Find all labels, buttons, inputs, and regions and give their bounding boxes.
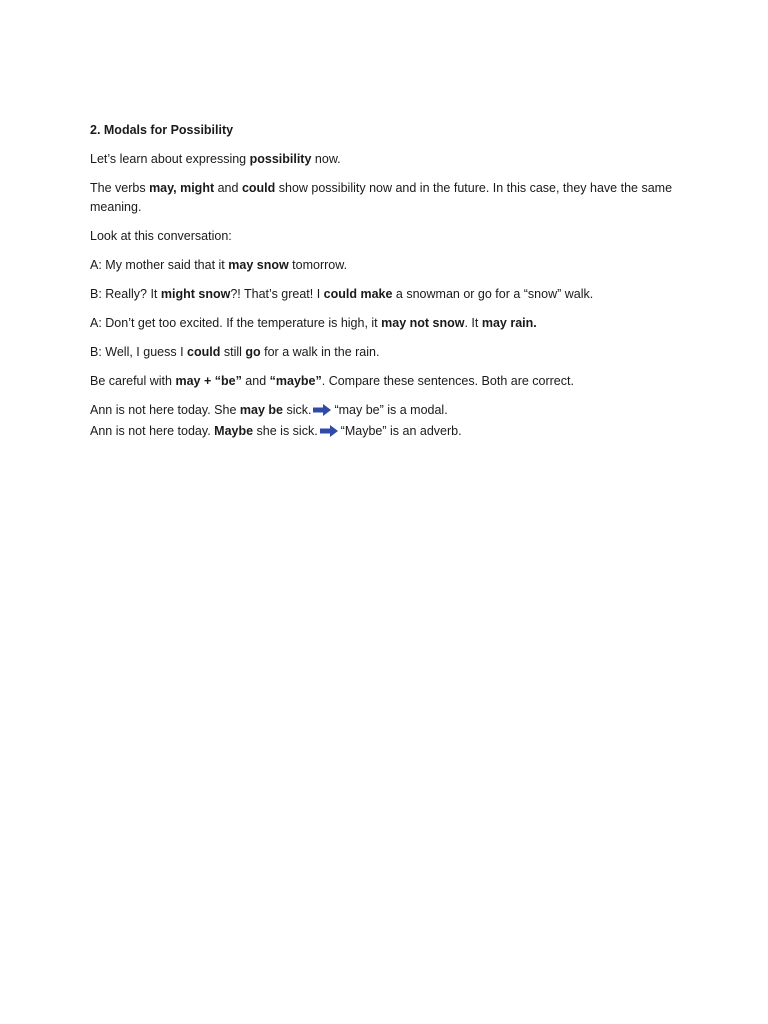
bold-text: might snow [160, 287, 231, 301]
text-run: now. [311, 152, 341, 166]
text-run: . It [464, 316, 482, 330]
bold-text: Maybe [214, 424, 254, 438]
bold-text: could [241, 181, 276, 195]
bold-text: may not snow [381, 316, 465, 330]
text-run: “may be” is a modal. [334, 403, 448, 417]
verbs-paragraph [90, 179, 690, 217]
conversation-intro: Look at this conversation: [90, 229, 232, 243]
text-run: for a walk in the rain. [260, 345, 380, 359]
text-run: still [220, 345, 246, 359]
example-line-adverb [90, 422, 690, 443]
text-run: tomorrow. [288, 258, 348, 272]
text-run: A: My mother said that it [90, 258, 229, 272]
text-run: Let’s learn about expressing [90, 152, 250, 166]
text-run: B: Really? It [90, 287, 161, 301]
dialogue-line-b2 [90, 343, 690, 362]
bold-text: go [245, 345, 261, 359]
bold-text: may + “be” [175, 374, 242, 388]
text-run: Be careful with [90, 374, 176, 388]
bold-text: may, might [149, 181, 215, 195]
text-run: show possibility now and in the future. In this case, they have the same meaning. [90, 181, 673, 214]
text-run: ?! That’s great! I [230, 287, 324, 301]
bold-text: may snow [228, 258, 289, 272]
intro-paragraph [90, 150, 690, 169]
text-run: sick. [282, 403, 312, 417]
example-line-modal [90, 401, 690, 422]
bold-text: may rain. [481, 316, 537, 330]
text-run: The verbs [90, 181, 150, 195]
text-run: and [241, 374, 270, 388]
dialogue-line-a2 [90, 314, 690, 333]
right-arrow-icon [320, 424, 338, 443]
right-arrow-icon [313, 403, 331, 422]
dialogue-line-a1 [90, 256, 690, 275]
bold-text: may be [239, 403, 283, 417]
document-page [90, 121, 690, 453]
text-run: she is sick. [253, 424, 318, 438]
bold-text: could [187, 345, 221, 359]
text-run: a snowman or go for a “snow” walk. [392, 287, 594, 301]
text-run: A: Don’t get too excited. If the temperature is high, it [90, 316, 382, 330]
bold-text: possibility [249, 152, 312, 166]
text-run: Ann is not here today. She [90, 403, 240, 417]
text-run: Ann is not here today. [90, 424, 215, 438]
example-sentences [90, 401, 690, 443]
bold-text: “maybe” [269, 374, 322, 388]
careful-paragraph [90, 372, 690, 391]
text-run: B: Well, I guess I [90, 345, 188, 359]
text-run: “Maybe” is an adverb. [340, 424, 462, 438]
bold-text: could make [323, 287, 393, 301]
text-run: . Compare these sentences. Both are correct. [321, 374, 574, 388]
section-heading: 2. Modals for Possibility [90, 123, 234, 137]
text-run: and [214, 181, 242, 195]
dialogue-line-b1 [90, 285, 690, 304]
